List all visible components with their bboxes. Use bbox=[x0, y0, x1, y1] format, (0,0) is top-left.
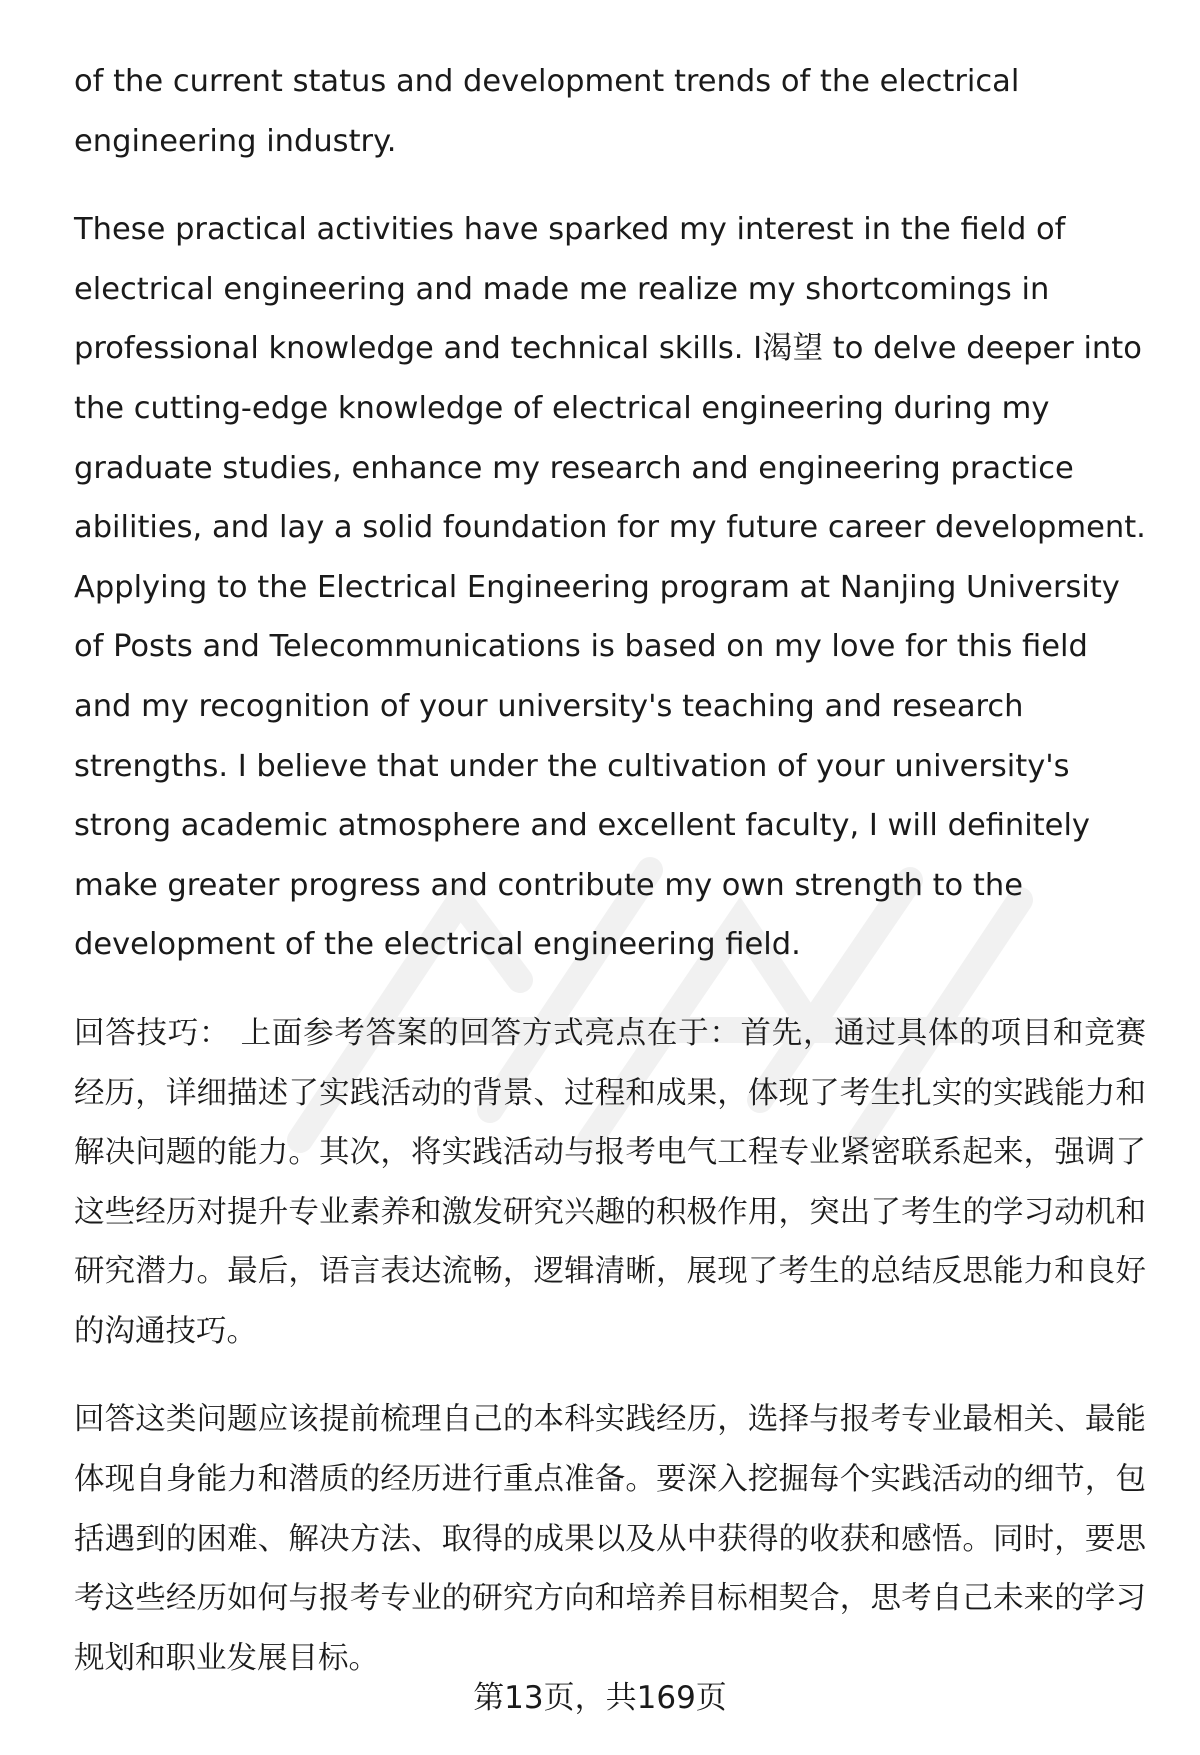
paragraph-2: These practical activities have sparked my interest in the field of electrical engineering and made me realize my shortcomings in professional knowledge and technical skills. I渴望 to delve deeper into the cutting-edge knowledge of electrical engineering during my graduate studies, enhance my research and engineering practice abilities, and lay a solid foundation for my future career development. Applying to the Electrical Engineering program at Nanjing University of Posts and Telecommunications is based on my love for this field and my recognition of your university's teaching and research strengths. I believe that under the cultivation of your university's strong academic atmosphere and excellent faculty, I will definitely make greater progress and contribute my own strength to the development of the electrical engineering field. bbox=[74, 212, 1146, 963]
document-body bbox=[74, 52, 1146, 1688]
paragraph-answer-tips: 回答技巧： 上面参考答案的回答方式亮点在于：首先，通过具体的项目和竞赛经历，详细描述了实践活动的背景、过程和成果，体现了考生扎实的实践能力和解决问题的能力。其次，将实践活动与报考电气工程专业紧密联系起来，强调了这些经历对提升专业素养和激发研究兴趣的积极作用，突出了考生的学习动机和研究潜力。最后，语言表达流畅，逻辑清晰，展现了考生的总结反思能力和良好的沟通技巧。 bbox=[74, 1015, 1146, 1349]
paragraph-1: of the current status and development trends of the electrical engineering industry. bbox=[74, 64, 1020, 159]
page-number: 第13页，共169页 bbox=[473, 1680, 727, 1716]
paragraph-preparation-advice: 回答这类问题应该提前梳理自己的本科实践经历，选择与报考专业最相关、最能体现自身能力和潜质的经历进行重点准备。要深入挖掘每个实践活动的细节，包括遇到的困难、解决方法、取得的成果以及从中获得的收获和感悟。同时，要思考这些经历如何与报考专业的研究方向和培养目标相契合，思考自己未来的学习规划和职业发展目标。 bbox=[74, 1402, 1146, 1676]
